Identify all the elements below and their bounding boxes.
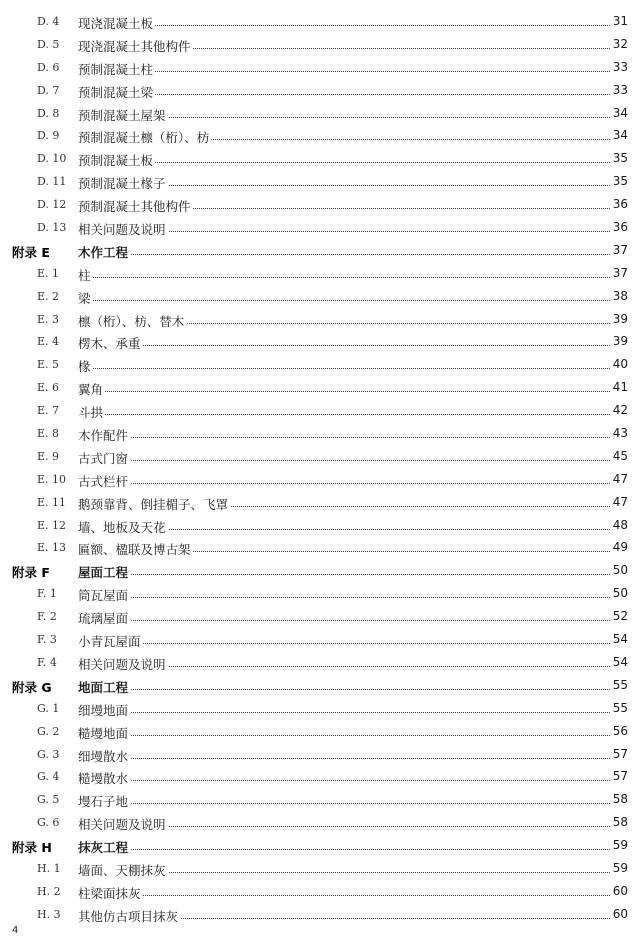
toc-entry-title: 檩（桁）、枋、替木 [78, 313, 185, 329]
toc-appendix-row [0, 836, 640, 859]
toc-page-number: 50 [612, 563, 628, 578]
dot-leader [78, 758, 610, 759]
toc-entry-number: G. 5 [37, 793, 60, 807]
footer-page-number: 4 [12, 925, 19, 936]
toc-page-number: 54 [612, 654, 628, 669]
toc-page-number: 47 [612, 471, 628, 486]
dot-leader [78, 597, 610, 598]
toc-entry-number: E. 12 [37, 518, 67, 532]
toc-entry-title: 相关问题及说明 [78, 817, 166, 833]
dot-leader [78, 414, 610, 415]
toc-entry-number: G. 4 [37, 770, 60, 784]
toc-entry-title: 木作配件 [78, 428, 129, 444]
toc-entry-number: H. 3 [37, 907, 61, 921]
toc-entry-title: 预制混凝土屋架 [78, 107, 166, 123]
dot-leader [78, 345, 610, 346]
toc-entry-title: 墁石子地 [78, 794, 129, 810]
toc-entry-title: 预制混凝土其他构件 [78, 199, 191, 215]
toc-entry-title: 筒瓦屋面 [78, 588, 129, 604]
toc-entry-number: D. 10 [37, 152, 67, 166]
toc-entry-number: E. 13 [37, 541, 67, 555]
toc-entry-title: 地面工程 [78, 679, 129, 695]
toc-entry-title: 斗拱 [78, 405, 104, 421]
toc-entry-row [0, 104, 640, 127]
dot-leader [78, 735, 610, 736]
toc-page-number: 36 [612, 220, 628, 235]
dot-leader [78, 162, 610, 163]
toc-entry-number: F. 3 [37, 633, 57, 647]
toc-entry-title: 细墁地面 [78, 702, 129, 718]
dot-leader [78, 254, 610, 255]
toc-entry-row [0, 58, 640, 81]
toc-entry-number: D. 6 [37, 60, 60, 74]
toc-entry-title: 墙、地板及天花 [78, 519, 166, 535]
toc-entry-row [0, 493, 640, 516]
toc-entry-title: 细墁散水 [78, 748, 129, 764]
toc-entry-title: 古式栏杆 [78, 473, 129, 489]
dot-leader [78, 803, 610, 804]
dot-leader [78, 277, 610, 278]
toc-page-number: 39 [612, 334, 628, 349]
toc-entry-row [0, 35, 640, 58]
dot-leader [78, 94, 610, 95]
toc-entry-title: 屋面工程 [78, 565, 129, 581]
toc-page-number: 48 [612, 517, 628, 532]
toc-entry-row [0, 287, 640, 310]
toc-entry-number: E. 7 [37, 404, 60, 418]
dot-leader [78, 849, 610, 850]
toc-page-number: 57 [612, 769, 628, 784]
dot-leader [78, 483, 610, 484]
toc-entry-number: D. 7 [37, 83, 60, 97]
toc-entry-title: 琉璃屋面 [78, 611, 129, 627]
toc-appendix-row [0, 676, 640, 699]
toc-page-number: 35 [612, 174, 628, 189]
toc-entry-title: 梁 [78, 290, 91, 306]
toc-page-number: 37 [612, 265, 628, 280]
toc-entry-number: 附录 F [12, 565, 50, 581]
toc-entry-number: D. 9 [37, 129, 60, 143]
toc-page-number: 59 [612, 860, 628, 875]
toc-entry-row [0, 12, 640, 35]
dot-leader [78, 780, 610, 781]
toc-entry-number: D. 4 [37, 15, 60, 28]
toc-entry-row [0, 607, 640, 630]
toc-entry-row [0, 790, 640, 813]
toc-entry-title: 预制混凝土椽子 [78, 176, 166, 192]
toc-page-number: 49 [612, 540, 628, 555]
toc-page-number: 38 [612, 288, 628, 303]
toc-page-number: 43 [612, 426, 628, 441]
toc-entry-row [0, 264, 640, 287]
dot-leader [78, 437, 610, 438]
toc-entry-title: 相关问题及说明 [78, 222, 166, 238]
toc-entry-number: D. 13 [37, 221, 67, 235]
toc-page-number: 54 [612, 632, 628, 647]
toc-page-number: 58 [612, 792, 628, 807]
toc-page-number: 39 [612, 311, 628, 326]
toc-appendix-row [0, 241, 640, 264]
toc-page-number: 34 [612, 128, 628, 143]
toc-entry-row [0, 584, 640, 607]
toc-page-number: 55 [612, 677, 628, 692]
toc-page-number: 59 [612, 838, 628, 853]
toc-entry-row [0, 218, 640, 241]
toc-page-number: 52 [612, 609, 628, 624]
toc-entry-title: 相关问题及说明 [78, 656, 166, 672]
toc-entry-row [0, 470, 640, 493]
toc-entry-title: 翼角 [78, 382, 104, 398]
toc-page-number: 34 [612, 105, 628, 120]
toc-page-number: 36 [612, 197, 628, 212]
toc-entry-title: 糙墁散水 [78, 771, 129, 787]
toc-entry-title: 柱梁面抹灰 [78, 885, 141, 901]
toc-entry-title: 预制混凝土檩（桁）、枋 [78, 130, 210, 146]
dot-leader [78, 895, 610, 896]
dot-leader [78, 643, 610, 644]
toc-page-number: 56 [612, 723, 628, 738]
toc-entry-number: F. 4 [37, 655, 57, 669]
toc-entry-title: 现浇混凝土其他构件 [78, 38, 191, 54]
dot-leader [78, 300, 610, 301]
dot-leader [78, 460, 610, 461]
toc-entry-row [0, 630, 640, 653]
toc-entry-title: 椽 [78, 359, 91, 375]
toc-entry-number: F. 2 [37, 610, 57, 624]
toc-entry-number: E. 4 [37, 335, 60, 349]
toc-entry-number: 附录 H [12, 840, 52, 856]
toc-entry-number: G. 2 [37, 724, 60, 738]
toc-entry-title: 预制混凝土梁 [78, 84, 154, 100]
toc-page-number: 33 [612, 82, 628, 97]
toc-entry-number: D. 5 [37, 37, 60, 51]
toc-page-number: 35 [612, 151, 628, 166]
toc-entry-title: 预制混凝土板 [78, 153, 154, 169]
toc-page-number: 45 [612, 448, 628, 463]
toc-entry-number: E. 5 [37, 358, 60, 372]
toc-page-number: 50 [612, 586, 628, 601]
toc-page-number: 41 [612, 380, 628, 395]
toc-entry-title: 楞木、承重 [78, 336, 141, 352]
toc-entry-title: 糙墁地面 [78, 725, 129, 741]
toc-entry-row [0, 310, 640, 333]
dot-leader [78, 25, 610, 26]
toc-entry-row [0, 332, 640, 355]
toc-entry-number: E. 8 [37, 427, 60, 441]
toc-entry-row [0, 813, 640, 836]
toc-page-number: 60 [612, 906, 628, 921]
toc-page-number: 58 [612, 815, 628, 830]
toc-entry-row [0, 81, 640, 104]
dot-leader [78, 71, 610, 72]
toc-entry-number: D. 11 [37, 175, 67, 189]
toc-entry-number: E. 9 [37, 449, 60, 463]
toc-entry-number: E. 1 [37, 266, 60, 280]
toc-entry-row [0, 149, 640, 172]
toc-page-number: 31 [612, 14, 628, 28]
toc-page-number: 32 [612, 36, 628, 51]
toc-entry-title: 预制混凝土柱 [78, 61, 154, 77]
toc-entry-number: D. 8 [37, 106, 60, 120]
toc-page-number: 33 [612, 59, 628, 74]
toc-entry-row [0, 905, 640, 928]
dot-leader [78, 391, 610, 392]
toc-entry-row [0, 859, 640, 882]
toc-page-number: 37 [612, 242, 628, 257]
toc-entry-row [0, 126, 640, 149]
toc-page-number: 57 [612, 746, 628, 761]
toc-entry-row [0, 516, 640, 539]
toc-page-number: 42 [612, 403, 628, 418]
toc-entry-number: E. 3 [37, 312, 60, 326]
toc-entry-number: H. 1 [37, 861, 61, 875]
toc-entry-number: E. 11 [37, 495, 67, 509]
toc-page-number: 40 [612, 357, 628, 372]
toc-page-number: 55 [612, 700, 628, 715]
dot-leader [78, 620, 610, 621]
toc-entry-number: 附录 G [12, 679, 52, 695]
toc-entry-row [0, 882, 640, 905]
toc-entry-row [0, 401, 640, 424]
toc-entry-number: G. 3 [37, 747, 60, 761]
table-of-contents [0, 12, 640, 928]
toc-entry-title: 柱 [78, 267, 91, 283]
toc-entry-title: 匾额、楹联及博古架 [78, 542, 191, 558]
toc-entry-title: 抹灰工程 [78, 840, 129, 856]
dot-leader [78, 368, 610, 369]
toc-entry-title: 小青瓦屋面 [78, 634, 141, 650]
toc-entry-row [0, 745, 640, 768]
toc-entry-title: 其他仿古项目抹灰 [78, 908, 179, 924]
toc-entry-title: 现浇混凝土板 [78, 16, 154, 31]
toc-entry-number: 附录 E [12, 244, 50, 260]
toc-entry-number: H. 2 [37, 884, 61, 898]
toc-page-number: 60 [612, 883, 628, 898]
toc-entry-row [0, 447, 640, 470]
toc-entry-row [0, 722, 640, 745]
toc-entry-row [0, 378, 640, 401]
toc-entry-number: D. 12 [37, 198, 67, 212]
toc-entry-row [0, 355, 640, 378]
toc-entry-number: E. 2 [37, 289, 60, 303]
toc-entry-row [0, 424, 640, 447]
toc-entry-title: 墙面、天棚抹灰 [78, 862, 166, 878]
toc-entry-row [0, 172, 640, 195]
toc-page-number: 47 [612, 494, 628, 509]
toc-entry-title: 木作工程 [78, 244, 129, 260]
toc-entry-number: G. 1 [37, 701, 60, 715]
toc-entry-row [0, 538, 640, 561]
dot-leader [78, 574, 610, 575]
toc-entry-number: F. 1 [37, 587, 57, 601]
toc-entry-number: G. 6 [37, 816, 60, 830]
toc-entry-title: 鹅颈靠背、倒挂楣子、飞罩 [78, 496, 229, 512]
dot-leader [78, 712, 610, 713]
toc-entry-title: 古式门窗 [78, 450, 129, 466]
toc-entry-row [0, 653, 640, 676]
toc-appendix-row [0, 561, 640, 584]
toc-entry-number: E. 6 [37, 381, 60, 395]
toc-entry-row [0, 767, 640, 790]
toc-entry-row [0, 195, 640, 218]
dot-leader [78, 689, 610, 690]
toc-entry-number: E. 10 [37, 472, 67, 486]
toc-entry-row [0, 699, 640, 722]
